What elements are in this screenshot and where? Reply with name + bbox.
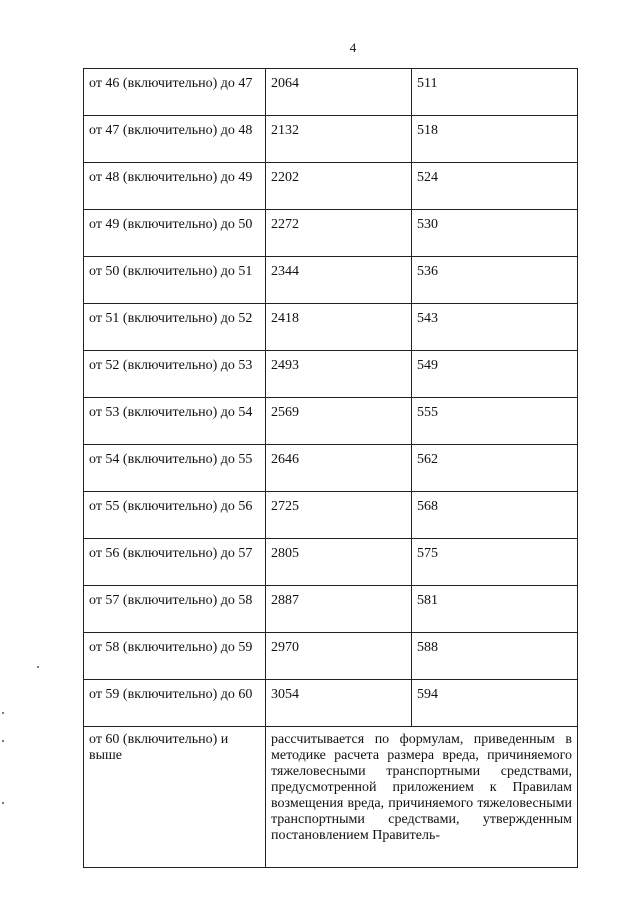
value-cell-b: 549 <box>412 351 578 398</box>
load-range-cell: от 55 (включительно) до 56 <box>84 492 266 539</box>
table-row <box>84 351 578 398</box>
load-range-cell: от 47 (включительно) до 48 <box>84 116 266 163</box>
value-cell-a: 2132 <box>266 116 412 163</box>
table-row <box>84 680 578 727</box>
value-cell-a: 2064 <box>266 69 412 116</box>
value-cell-b: 594 <box>412 680 578 727</box>
table-row <box>84 304 578 351</box>
load-range-cell: от 50 (включительно) до 51 <box>84 257 266 304</box>
value-cell-a: 2646 <box>266 445 412 492</box>
value-cell-a: 2970 <box>266 633 412 680</box>
page-number: 4 <box>349 40 357 55</box>
value-cell-a: 2887 <box>266 586 412 633</box>
axle-load-rate-table <box>83 68 578 868</box>
table-row <box>84 69 578 116</box>
table-row <box>84 492 578 539</box>
table-body <box>84 69 578 868</box>
table-row <box>84 398 578 445</box>
value-cell-a: 2725 <box>266 492 412 539</box>
scan-speck <box>2 712 4 714</box>
value-cell-b: 530 <box>412 210 578 257</box>
load-range-cell: от 60 (включительно) и выше <box>84 727 266 868</box>
load-range-cell: от 53 (включительно) до 54 <box>84 398 266 445</box>
value-cell-a: 2805 <box>266 539 412 586</box>
value-cell-b: 555 <box>412 398 578 445</box>
value-cell-b: 511 <box>412 69 578 116</box>
load-range-cell: от 59 (включительно) до 60 <box>84 680 266 727</box>
table-row <box>84 445 578 492</box>
table-row <box>84 163 578 210</box>
value-cell-a: 2569 <box>266 398 412 445</box>
value-cell-b: 588 <box>412 633 578 680</box>
load-range-cell: от 49 (включительно) до 50 <box>84 210 266 257</box>
value-cell-a: 2418 <box>266 304 412 351</box>
value-cell-a: 3054 <box>266 680 412 727</box>
value-cell-b: 518 <box>412 116 578 163</box>
table-row <box>84 586 578 633</box>
value-cell-a: 2493 <box>266 351 412 398</box>
table-row-final <box>84 727 578 868</box>
load-range-cell: от 57 (включительно) до 58 <box>84 586 266 633</box>
load-range-cell: от 56 (включительно) до 57 <box>84 539 266 586</box>
load-range-cell: от 58 (включительно) до 59 <box>84 633 266 680</box>
table-row <box>84 633 578 680</box>
load-range-cell: от 54 (включительно) до 55 <box>84 445 266 492</box>
scan-speck <box>2 740 4 742</box>
value-cell-a: 2272 <box>266 210 412 257</box>
value-cell-a: 2344 <box>266 257 412 304</box>
value-cell-b: 524 <box>412 163 578 210</box>
value-cell-b: 581 <box>412 586 578 633</box>
scan-speck <box>2 802 4 804</box>
value-cell-b: 536 <box>412 257 578 304</box>
value-cell-b: 575 <box>412 539 578 586</box>
load-range-cell: от 52 (включительно) до 53 <box>84 351 266 398</box>
value-cell-a: 2202 <box>266 163 412 210</box>
formula-note-cell: рассчитывается по формулам, приведенным в методике расчета размера вреда, причиняемого тяжеловесными транспортными средствами, предусмотренной приложением к Правилам возмещения вреда, причиняемого тяжеловесными транспортными средствами, утвержденным постановлением Правитель- <box>266 727 578 868</box>
table-row <box>84 210 578 257</box>
table-row <box>84 116 578 163</box>
table-row <box>84 257 578 304</box>
value-cell-b: 543 <box>412 304 578 351</box>
load-range-cell: от 51 (включительно) до 52 <box>84 304 266 351</box>
value-cell-b: 568 <box>412 492 578 539</box>
scan-speck <box>37 666 39 668</box>
value-cell-b: 562 <box>412 445 578 492</box>
table-row <box>84 539 578 586</box>
load-range-cell: от 48 (включительно) до 49 <box>84 163 266 210</box>
load-range-cell: от 46 (включительно) до 47 <box>84 69 266 116</box>
